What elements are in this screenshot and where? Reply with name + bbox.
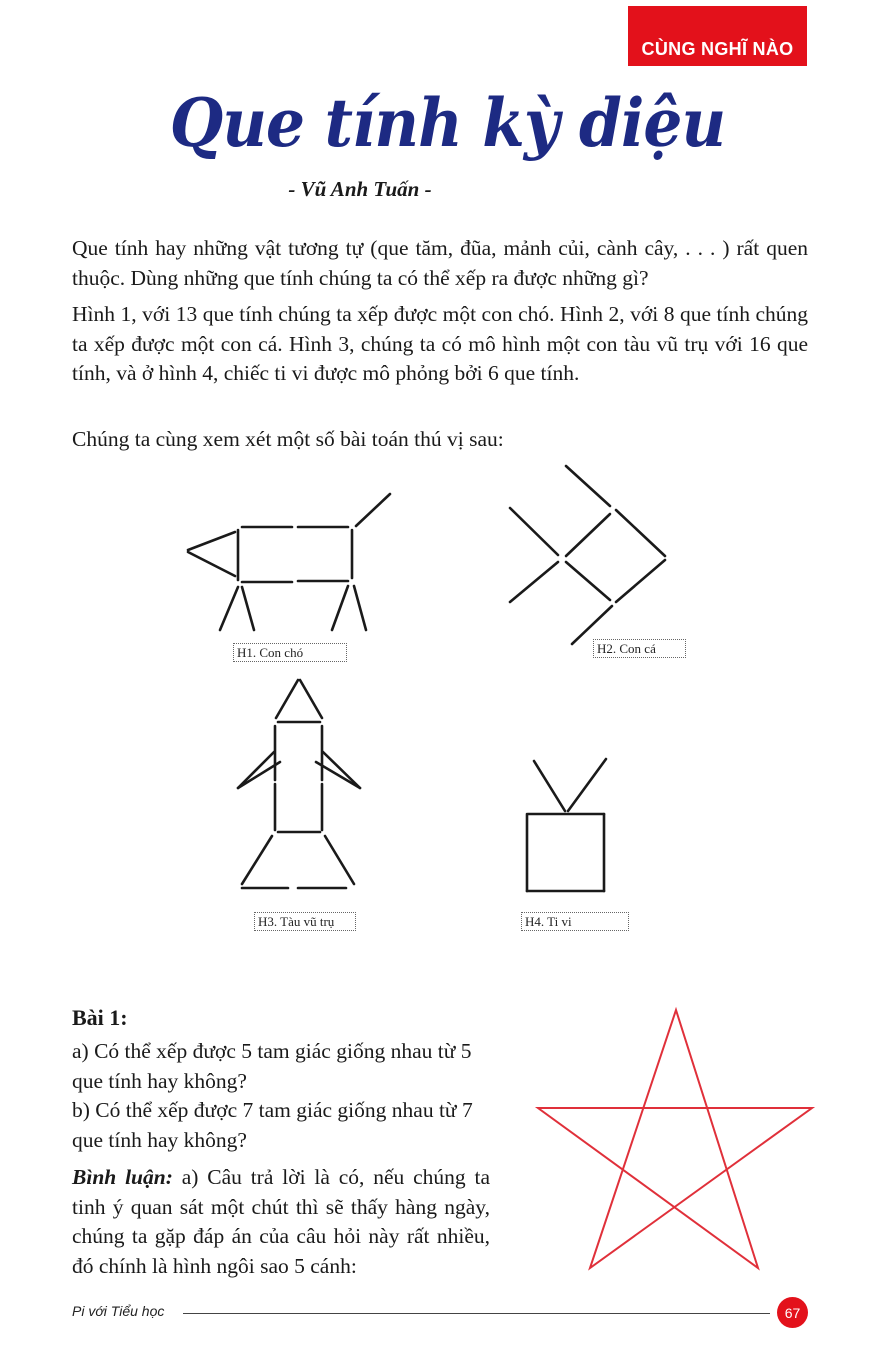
paragraph-intro: Que tính hay những vật tương tự (que tăm, đũa, mảnh củi, cành cây, . . . ) rất quen thuộc. Dùng những que tính chúng ta có thể xếp ra được những gì? [72,236,808,290]
fish-stick-nose-top [616,510,665,556]
exercise-1-question-b: b) Có thể xếp được 7 tam giác giống nhau từ 7 que tính hay không? [72,1098,473,1152]
section-tag: CÙNG NGHĨ NÀO [628,6,807,66]
dog-stick-leg-3 [332,586,348,630]
paragraph-lead-in: Chúng ta cùng xem xét một số bài toán thú vị sau: [72,427,504,451]
dog-stick-leg-4 [354,586,366,630]
five-point-star-figure [530,1000,820,1280]
magazine-name: Pi với Tiểu học [72,1303,165,1319]
exercise-1-title: Bài 1: [72,1005,128,1030]
fish-stick-bottom-left [510,562,558,602]
exercise-1-question-a: a) Có thể xếp được 5 tam giác giống nhau từ 5 que tính hay không? [72,1039,472,1093]
star-outline [538,1010,812,1268]
ship-stick-nose-left [276,680,298,718]
caption-h3: H3. Tàu vũ trụ [254,912,356,931]
caption-h2: H2. Con cá [593,639,686,658]
comment-text: a) Câu trả lời là có, nếu chúng ta tinh ý quan sát một chút thì sẽ thấy hàng ngày, chúng ta gặp đáp án của câu hỏi này rất nhiều, đó chính là hình ngôi sao 5 cánh: [72,1165,490,1278]
ship-stick-skirt-right [325,836,354,884]
ship-stick-nose-right [300,680,322,718]
article-author: - Vũ Anh Tuấn - [288,177,432,201]
dog-stick-head-top [188,532,235,550]
tv-stick-antenna-left [534,761,565,811]
article-title: Que tính kỳ diệu [169,84,726,162]
tv-figure [520,755,615,897]
spaceship-figure [230,670,375,900]
comment-label: Bình luận: [72,1165,173,1189]
fish-figure [500,460,675,650]
fish-stick-body-ll [566,562,610,600]
fish-stick-body-ul [566,514,610,556]
dog-figure [180,490,400,640]
fish-stick-top-left [510,508,558,555]
dog-stick-leg-1 [220,587,238,630]
ship-stick-skirt-left [242,836,272,884]
dog-stick-head-bottom [188,552,235,576]
fish-stick-top-fin [566,466,610,506]
tv-stick-antenna-right [568,759,606,811]
page-number: 67 [777,1297,808,1328]
caption-h4: H4. Ti vi [521,912,629,931]
fish-stick-nose-bottom [616,560,665,602]
footer-divider [183,1313,770,1314]
caption-h1: H1. Con chó [233,643,347,662]
paragraph-figures: Hình 1, với 13 que tính chúng ta xếp được một con chó. Hình 2, với 8 que tính chúng ta xếp được một con cá. Hình 3, chúng ta có mô hình một con tàu vũ trụ với 16 que tính, và ở hình 4, chiếc ti vi được mô phỏng bởi 6 que tính. [72,302,808,385]
exercise-1-comment [72,1163,490,1281]
dog-stick-tail [356,494,390,526]
dog-stick-leg-2 [242,587,254,630]
